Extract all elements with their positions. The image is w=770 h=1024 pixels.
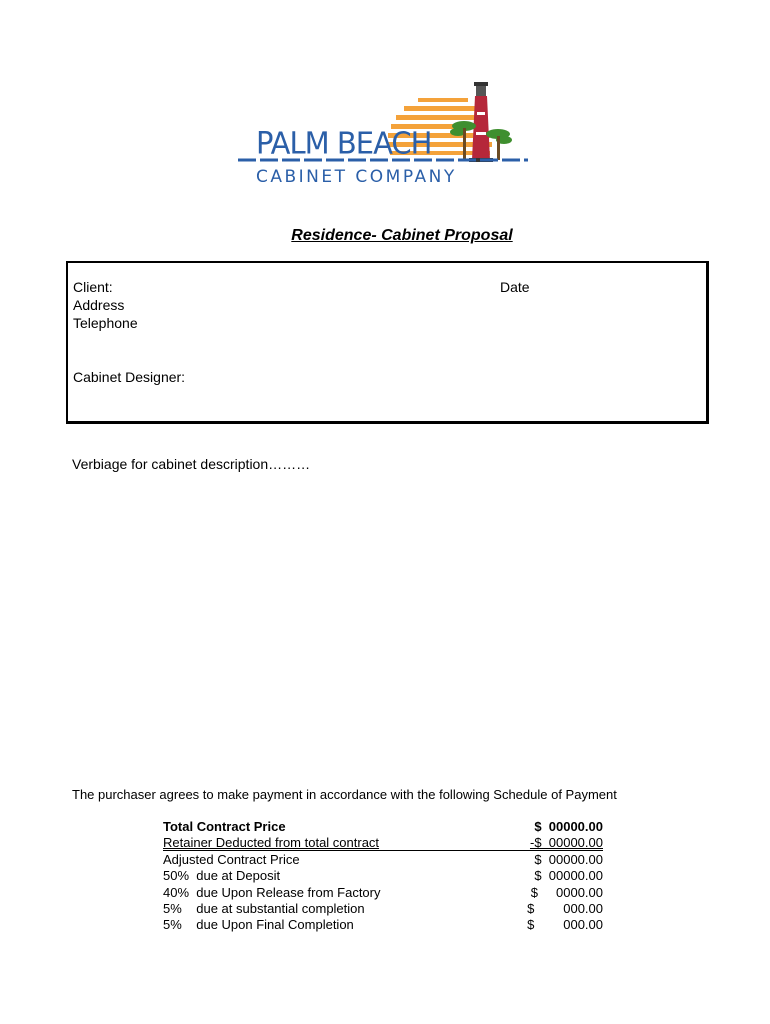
schedule-label: 5% due at substantial completion xyxy=(163,900,365,916)
schedule-row xyxy=(163,819,603,835)
date-label: Date xyxy=(500,279,530,295)
schedule-amount: $ 000.00 xyxy=(527,917,603,933)
schedule-label: 50% due at Deposit xyxy=(163,868,281,884)
designer-label: Cabinet Designer: xyxy=(73,369,186,385)
page-title: Residence- Cabinet Proposal xyxy=(291,227,513,244)
schedule-amount: $ 00000.00 xyxy=(534,868,603,884)
retainer-rule xyxy=(163,850,603,851)
schedule-label: 40% due Upon Release from Factory xyxy=(163,884,381,900)
schedule-row xyxy=(163,917,603,933)
schedule-label: Total Contract Price xyxy=(163,819,286,834)
cabinet-description: Verbiage for cabinet description……… xyxy=(72,456,311,472)
logo-line1: PALM BEACH xyxy=(256,125,432,161)
payment-agreement: The purchaser agrees to make payment in accordance with the following Schedule of Payment xyxy=(72,787,617,802)
company-logo xyxy=(236,74,532,190)
schedule-row xyxy=(163,885,603,901)
schedule-amount: $ 0000.00 xyxy=(530,884,603,900)
schedule-label: Retainer Deducted from total contract xyxy=(163,835,380,851)
schedule-amount: $ 00000.00 xyxy=(534,851,603,867)
schedule-amount: $ 000.00 xyxy=(527,900,603,916)
logo-line2: CABINET COMPANY xyxy=(256,167,457,187)
client-label: Client: xyxy=(73,279,113,295)
address-label: Address xyxy=(73,297,125,313)
schedule-label: Adjusted Contract Price xyxy=(163,851,300,867)
client-info-box xyxy=(66,261,709,424)
schedule-row xyxy=(163,852,603,868)
schedule-row xyxy=(163,868,603,884)
schedule-row xyxy=(163,901,603,917)
schedule-amount: $ 00000.00 xyxy=(534,819,603,834)
schedule-label: 5% due Upon Final Completion xyxy=(163,917,354,933)
schedule-amount: -$ 00000.00 xyxy=(529,835,603,851)
payment-schedule xyxy=(163,819,603,934)
telephone-label: Telephone xyxy=(73,315,138,331)
